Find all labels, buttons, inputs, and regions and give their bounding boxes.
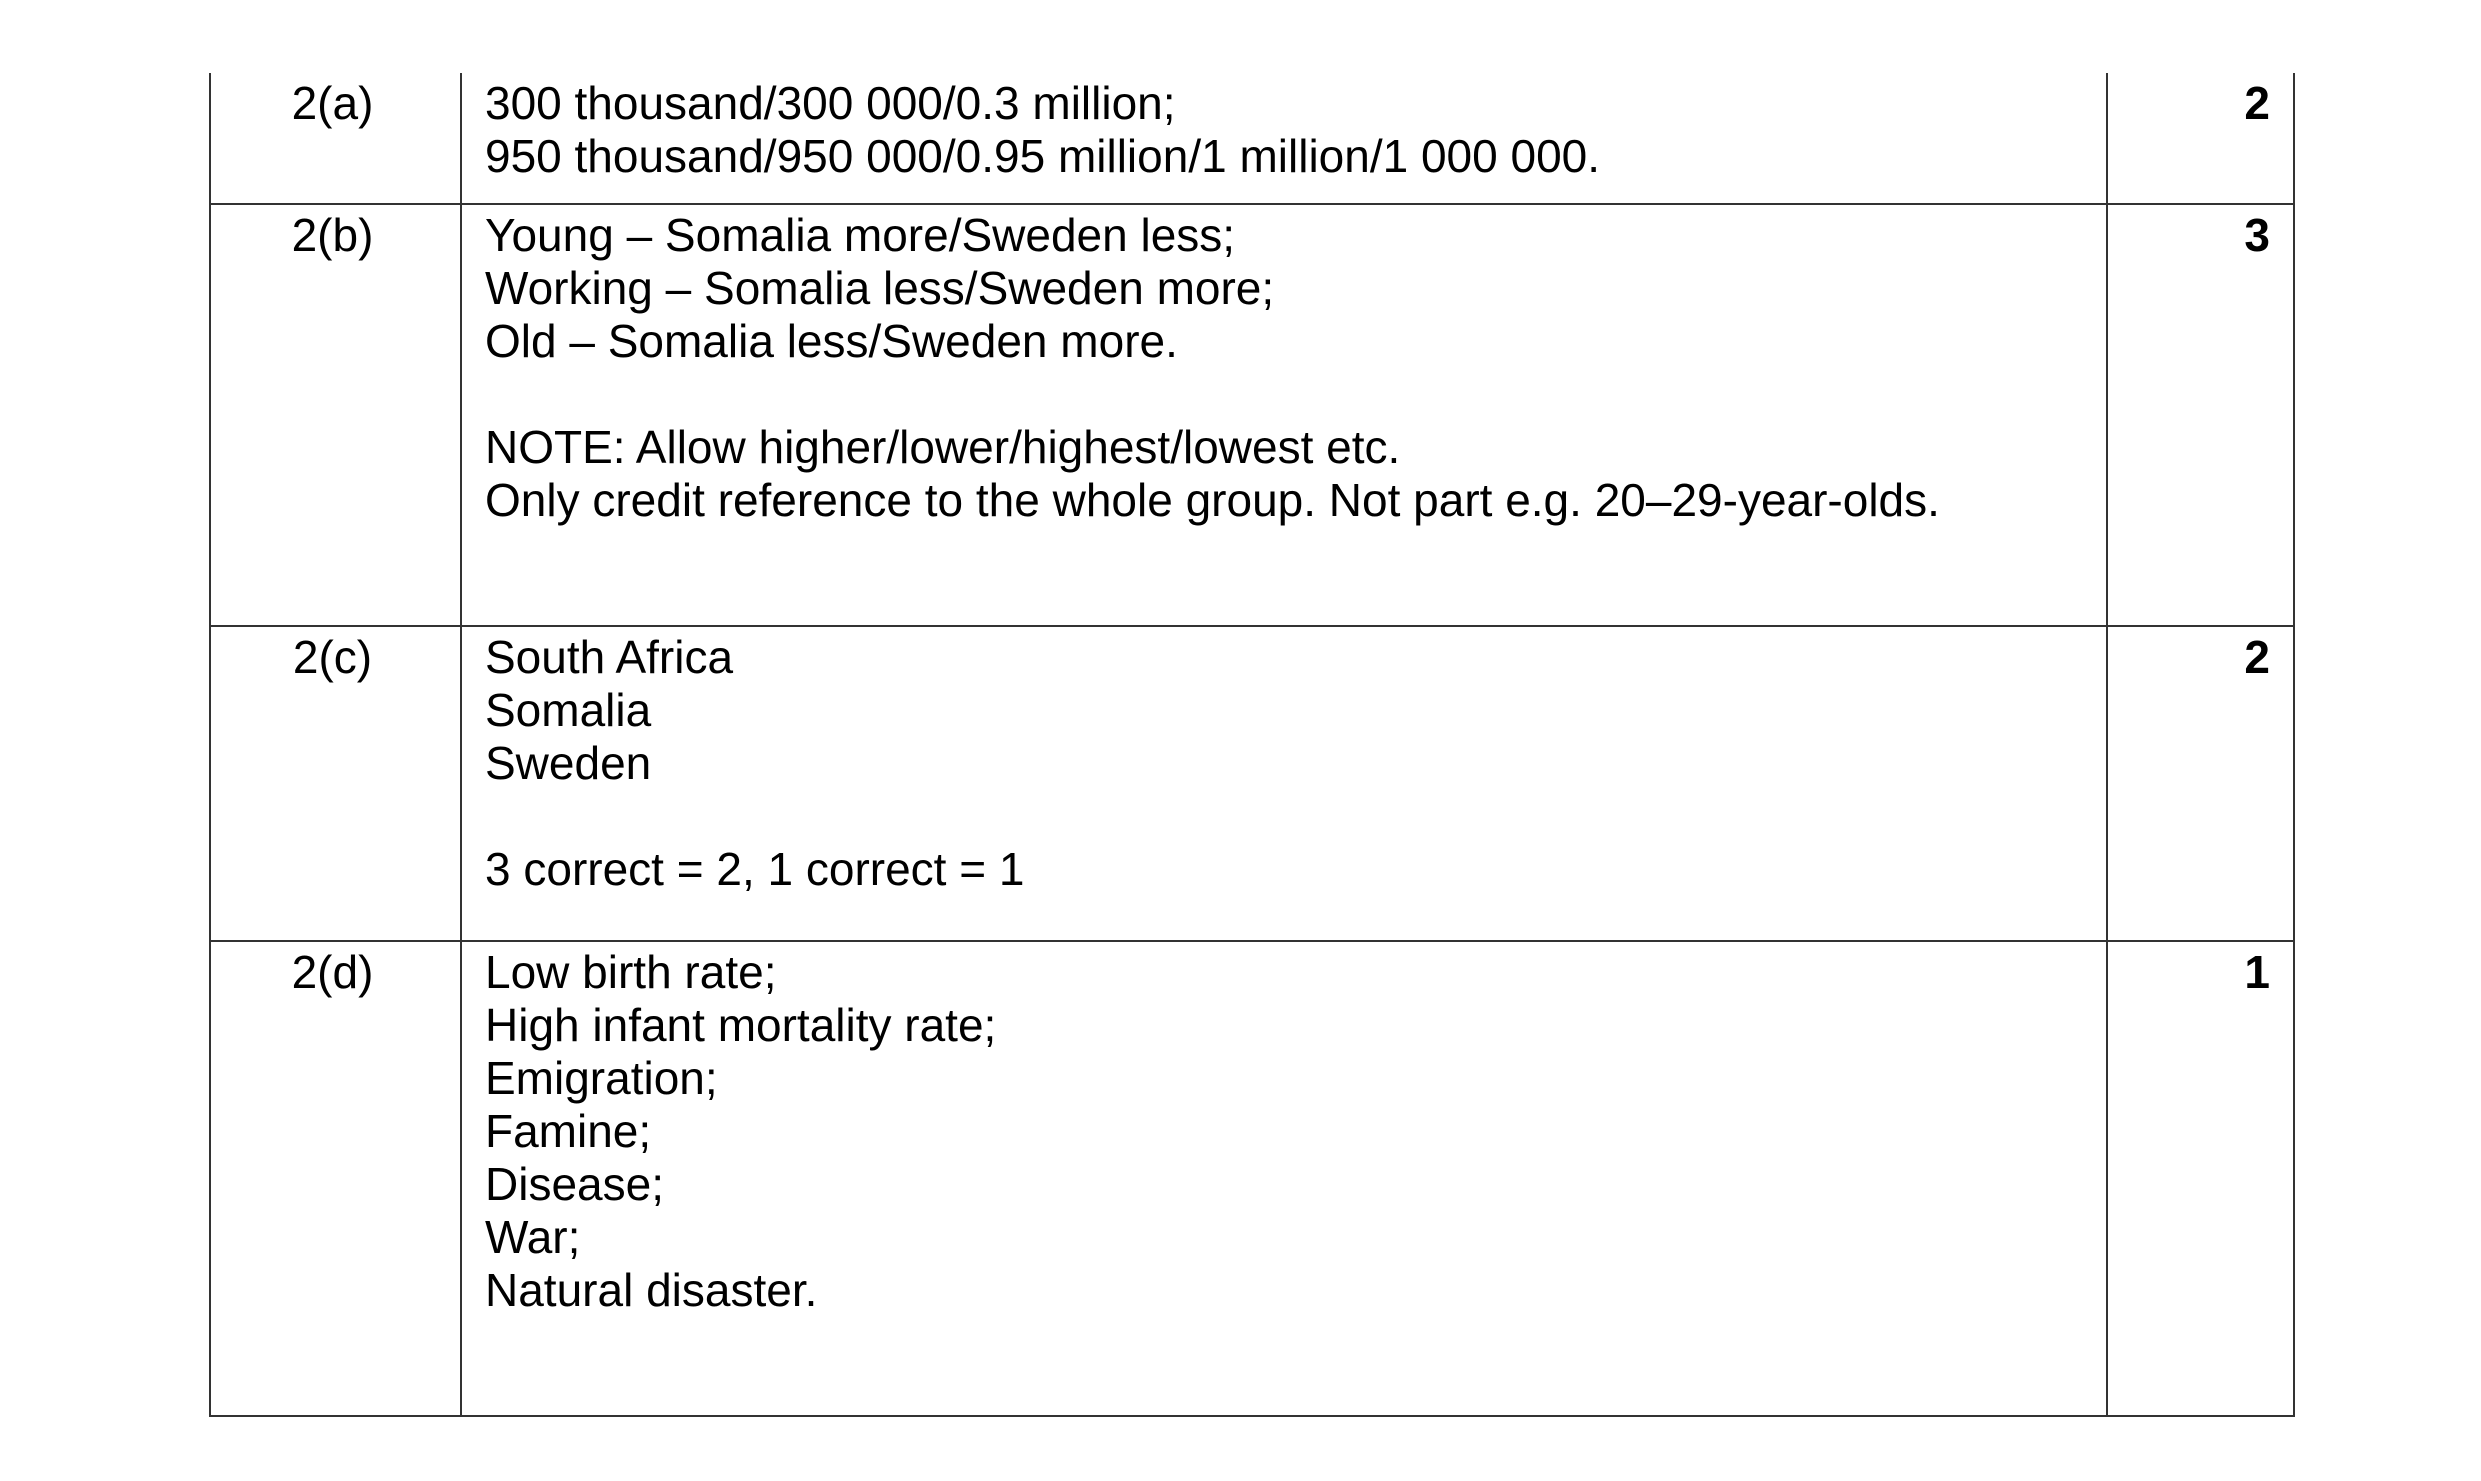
question-number-cell: [210, 204, 461, 626]
question-number-cell: [210, 73, 461, 204]
question-number: 2(c): [292, 631, 373, 683]
answer-line: Somalia: [485, 684, 652, 736]
answer-line: War;: [485, 1211, 581, 1263]
answer-line: Famine;: [485, 1105, 652, 1157]
table-row: [210, 626, 2294, 941]
answer-line: 300 thousand/300 000/0.3 million;: [485, 77, 1176, 129]
paragraph-gap: [485, 368, 2086, 421]
question-number-cell: [210, 941, 461, 1416]
answer-line: Natural disaster.: [485, 1264, 818, 1316]
answer-line: Working – Somalia less/Sweden more;: [485, 262, 1275, 314]
paragraph-gap: [485, 790, 2086, 843]
answer-cell: [461, 941, 2107, 1416]
table-row: [210, 204, 2294, 626]
marks-value: 1: [2244, 946, 2270, 998]
marks-cell: [2107, 204, 2294, 626]
answer-line: Disease;: [485, 1158, 664, 1210]
note-line: NOTE: Allow higher/lower/highest/lowest etc.: [485, 421, 1401, 473]
answer-line: Low birth rate;: [485, 946, 777, 998]
note-line: Only credit reference to the whole group. Not part e.g. 20–29-year-olds.: [485, 474, 1940, 526]
answer-line: Young – Somalia more/Sweden less;: [485, 209, 1236, 261]
answer-cell: [461, 204, 2107, 626]
answer-line: Sweden: [485, 737, 652, 789]
marks-value: 2: [2244, 77, 2270, 129]
answer-line: 950 thousand/950 000/0.95 million/1 million/1 000 000.: [485, 130, 1601, 182]
answer-cell: [461, 73, 2107, 204]
table-row: [210, 941, 2294, 1416]
question-number: 2(b): [291, 209, 374, 261]
table-row: [210, 73, 2294, 204]
marks-cell: [2107, 626, 2294, 941]
marks-cell: [2107, 73, 2294, 204]
question-number: 2(d): [291, 946, 374, 998]
question-number-cell: [210, 626, 461, 941]
answer-line: Old – Somalia less/Sweden more.: [485, 315, 1178, 367]
marks-value: 3: [2244, 209, 2270, 261]
marking-rule-line: 3 correct = 2, 1 correct = 1: [485, 843, 1025, 895]
answer-line: High infant mortality rate;: [485, 999, 997, 1051]
answer-cell: [461, 626, 2107, 941]
answer-line: South Africa: [485, 631, 734, 683]
marks-cell: [2107, 941, 2294, 1416]
answer-line: Emigration;: [485, 1052, 718, 1104]
mark-scheme-table: [209, 73, 2295, 1417]
question-number: 2(a): [291, 77, 374, 129]
marks-value: 2: [2244, 631, 2270, 683]
